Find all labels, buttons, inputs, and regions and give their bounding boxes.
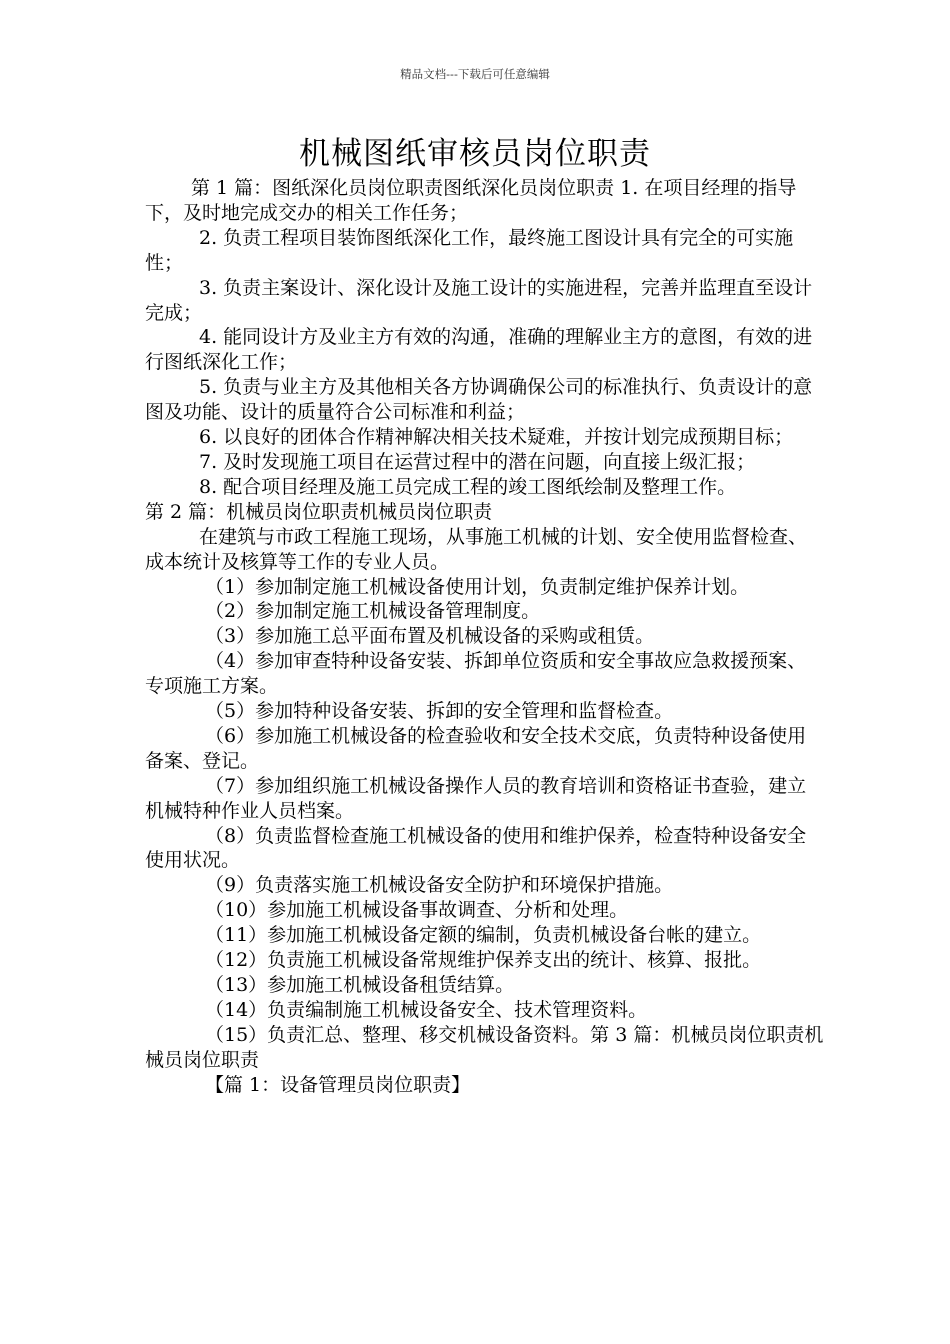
paragraph: 第 2 篇：机械员岗位职责机械员岗位职责 — [145, 500, 493, 523]
paragraph: （2）参加制定施工机械设备管理制度。 — [205, 600, 541, 623]
paragraph: （9）负责落实施工机械设备安全防护和环境保护措施。 — [205, 874, 674, 897]
paragraph: （1）参加制定施工机械设备使用计划，负责制定维护保养计划。 — [205, 575, 750, 598]
paragraph: 4. 能同设计方及业主方有效的沟通，准确的理解业主方的意图，有效的进行图纸深化工作； — [145, 326, 813, 374]
paragraph: 5. 负责与业主方及其他相关各方协调确保公司的标准执行、负责设计的意图及功能、设计的质量符合公司标准和利益； — [145, 376, 813, 424]
document-body — [145, 176, 825, 1098]
paragraph: （4）参加审查特种设备安装、拆卸单位资质和安全事故应急救援预案、专项施工方案。 — [145, 650, 807, 698]
paragraph: （13）参加施工机械设备租赁结算。 — [205, 974, 515, 996]
paragraph: （14）负责编制施工机械设备安全、技术管理资料。 — [205, 998, 648, 1021]
paragraph: 3. 负责主案设计、深化设计及施工设计的实施进程，完善并监理直至设计完成； — [145, 276, 813, 324]
paragraph: 8. 配合项目经理及施工员完成工程的竣工图纸绘制及整理工作。 — [199, 475, 737, 498]
paragraph: 2. 负责工程项目装饰图纸深化工作，最终施工图设计具有完全的可实施性； — [145, 226, 794, 274]
paragraph: （11）参加施工机械设备定额的编制，负责机械设备台帐的建立。 — [205, 924, 762, 947]
paragraph: （10）参加施工机械设备事故调查、分析和处理。 — [205, 899, 629, 922]
paragraph: 7. 及时发现施工项目在运营过程中的潜在问题，向直接上级汇报； — [199, 450, 756, 473]
paragraph: 6. 以良好的团体合作精神解决相关技术疑难，并按计划完成预期目标； — [199, 426, 794, 449]
paragraph: 在建筑与市政工程施工现场，从事施工机械的计划、安全使用监督检查、成本统计及核算等工作的专业人员。 — [145, 525, 808, 573]
paragraph: （8）负责监督检查施工机械设备的使用和维护保养，检查特种设备安全使用状况。 — [145, 824, 807, 872]
paragraph: （5）参加特种设备安装、拆卸的安全管理和监督检查。 — [205, 700, 674, 723]
paragraph: （12）负责施工机械设备常规维护保养支出的统计、核算、报批。 — [205, 949, 762, 972]
document-title: 机械图纸审核员岗位职责 — [299, 136, 651, 172]
paragraph: （3）参加施工总平面布置及机械设备的采购或租赁。 — [205, 625, 655, 648]
paragraph: 【篇 1：设备管理员岗位职责】 — [205, 1073, 471, 1096]
paragraph: （6）参加施工机械设备的检查验收和安全技术交底，负责特种设备使用备案、登记。 — [145, 724, 807, 772]
paragraph: （7）参加组织施工机械设备操作人员的教育培训和资格证书查验，建立机械特种作业人员档案。 — [145, 774, 807, 822]
paragraph: （15）负责汇总、整理、移交机械设备资料。第 3 篇：机械员岗位职责机械员岗位职责 — [145, 1023, 824, 1071]
paragraph: 第 1 篇：图纸深化员岗位职责图纸深化员岗位职责 1. 在项目经理的指导下，及时地完成交办的相关工作任务； — [145, 177, 797, 224]
page-header: 精品文档---下载后可任意编辑 — [400, 67, 550, 81]
